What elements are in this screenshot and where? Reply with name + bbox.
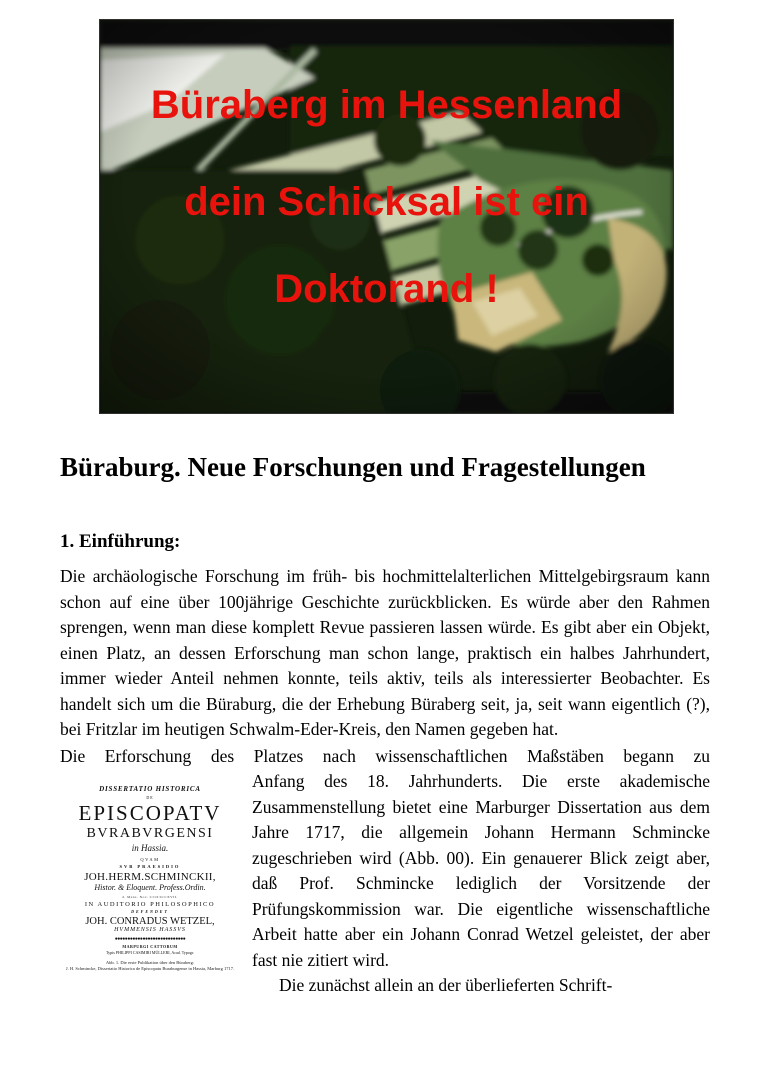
diss-line: in Hassia. (131, 843, 169, 853)
figure-caption (60, 960, 240, 972)
hero-slogan-line-2: dein Schicksal ist ein (184, 180, 589, 224)
section-heading: 1. Einführung: (60, 531, 181, 552)
diss-line: EPISCOPATV (78, 801, 222, 825)
diss-line: Histor. & Eloquent. Profess.Ordin. (94, 883, 206, 892)
diss-line: DEFENDET (131, 909, 169, 914)
article (60, 413, 710, 1015)
paragraph-2-wrap (60, 769, 710, 999)
diss-line: JOH.HERM.SCHMINCKII, (84, 871, 216, 883)
page-title: Büraburg. Neue Forschungen und Fragestellungen (60, 452, 646, 482)
hero-slogan-line-3: Doktorand ! (274, 267, 499, 311)
diss-line: d. Mens. Nov. CIƆIƆCCXVII. (122, 895, 178, 899)
diss-line: DE (146, 795, 154, 800)
figure-caption-line-2: J. H. Schmincke, Dissertatio Historica de Episcopatu Buraburgense in Hassia, Marburg 1717. (65, 966, 235, 971)
diss-line: MARPURGI CATTORUM (122, 944, 178, 949)
paragraph-1: Die archäologische Forschung im früh- bis hochmittelalterlichen Mittelgebirgsraum kann schon auf eine über 100jährige Geschichte zurückblicken. Es würde aber den Rahmen sprengen, wenn man diese komplett Revue passieren lassen würde. Es gibt aber ein Objekt, einen Platz, an dessen Erforschung man schon lange, praktisch ein halbes Jahrhundert, immer wieder Anteil nehmen konnte, teils aktiv, teils als interessierter Beobachter. Es handelt sich um die Büraburg, die der Erhebung Büraberg seit, ja, seit wann eigentlich (?), bei Fritzlar im heutigen Schwalm-Eder-Kreis, den Namen gegeben hat. (60, 566, 710, 739)
diss-line: QVAM (140, 857, 160, 862)
ornament-band: ●●●●●●●●●●●●●●●●●●●●●●●●●●●● (114, 937, 186, 942)
diss-line: HVMMENSIS HASSVS (114, 927, 186, 933)
figure-caption-line-1: Abb. 1. Die erste Publikation über den Büraberg: (105, 960, 195, 965)
hero-slogan-line-1: Büraberg im Hessenland (150, 83, 623, 127)
diss-line: SVB PRAESIDIO (119, 864, 181, 869)
diss-line: IN AUDITORIO PHILOSOPHICO (84, 901, 216, 908)
hero-overlay-text (100, 20, 673, 413)
diss-line: BVRABVRGENSI (86, 826, 214, 841)
paragraph-2-first-line: Die Erforschung des Platzes nach wissenschaftlichen Maßstäben begann zu (60, 745, 710, 766)
dissertation-title-page-scan (60, 773, 240, 955)
diss-line: Typis PHILIPPI CASIMIRI MÜLLERI, Acad. Typogr. (105, 950, 195, 955)
paragraph-3-first-line: Die zunächst allein an der überlieferten Schrift- (279, 975, 613, 995)
diss-line: DISSERTATIO HISTORICA (99, 785, 201, 793)
paragraph-2-body: Anfang des 18. Jahrhunderts. Die erste akademische Zusammenstellung bietet eine Marburger Dissertation aus dem Jahre 1717, die allgemein Johann Hermann Schmincke zugeschrieben wird (Abb. 00). Ein genauerer Blick zeigt aber, daß Prof. Schmincke lediglich der Vorsitzende der Prüfungskommission war. Die eigentliche wissenschaftliche Arbeit hatte aber ein Johann Conrad Wetzel geleistet, der aber fast nie zitiert wird. (252, 771, 710, 970)
hero-aerial-photo (100, 20, 673, 413)
inset-figure (60, 773, 240, 1015)
diss-line: JOH. CONRADUS WETZEL, (85, 916, 215, 927)
